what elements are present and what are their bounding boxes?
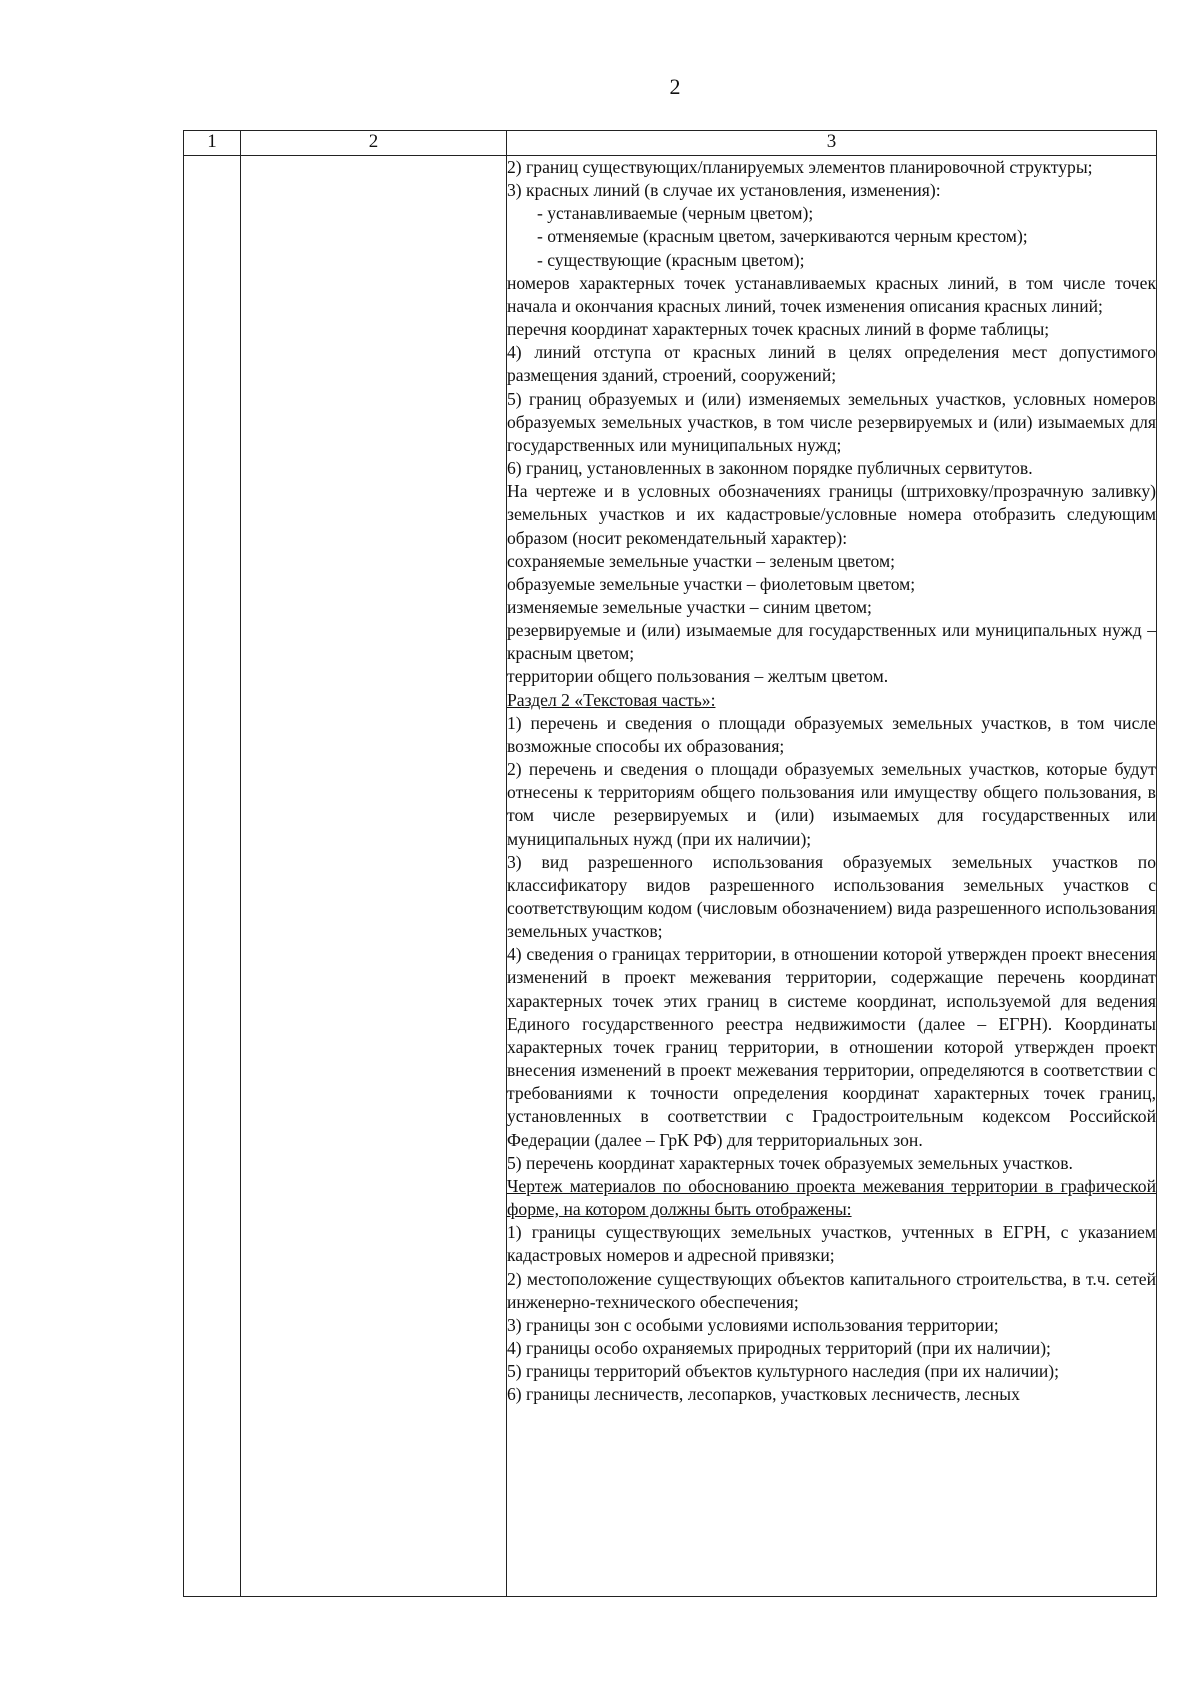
table-row xyxy=(184,156,1157,1597)
text-paragraph: территории общего пользования – желтым цветом. xyxy=(507,666,889,687)
text-paragraph: номеров характерных точек устанавливаемых красных линий, в том числе точек начала и окончания красных линий, точек изменения описания красных линий; xyxy=(507,272,1156,316)
text-paragraph: 2) перечень и сведения о площади образуемых земельных участков, которые будут отнесены к территориям общего пользования или имуществу общего пользования, в том числе резервируемых и (или) изымаемых для государственных или муниципальных нужд (при их наличии); xyxy=(507,759,1156,849)
text-paragraph: 4) линий отступа от красных линий в целях определения мест допустимого размещения зданий, строений, сооружений; xyxy=(507,342,1156,386)
text-paragraph: образуемые земельные участки – фиолетовым цветом; xyxy=(507,573,916,594)
text-paragraph: 2) местоположение существующих объектов капитального строительства, в т.ч. сетей инженерно-технического обеспечения; xyxy=(507,1268,1156,1312)
column-header-1: 1 xyxy=(184,131,241,156)
text-paragraph: 6) границы лесничеств, лесопарков, участковых лесничеств, лесных xyxy=(507,1384,1020,1405)
text-paragraph: Раздел 2 «Текстовая часть»: xyxy=(507,689,716,710)
text-paragraph: 3) границы зон с особыми условиями использования территории; xyxy=(507,1314,999,1335)
text-paragraph: - отменяемые (красным цветом, зачеркиваются черным крестом); xyxy=(537,226,1028,247)
text-paragraph: 3) красных линий (в случае их установления, изменения): xyxy=(507,180,941,201)
text-paragraph: перечня координат характерных точек красных линий в форме таблицы; xyxy=(507,319,1050,340)
text-paragraph: 6) границ, установленных в законном порядке публичных сервитутов. xyxy=(507,458,1033,479)
text-paragraph: Чертеж материалов по обоснованию проекта межевания территории в графической форме, на котором должны быть отображены: xyxy=(507,1175,1156,1220)
column-header-2: 2 xyxy=(241,131,507,156)
text-paragraph: резервируемые и (или) изымаемые для государственных или муниципальных нужд – красным цветом; xyxy=(507,620,1156,664)
requirements-table xyxy=(183,130,1157,1597)
column-header-3: 3 xyxy=(507,131,1157,156)
text-paragraph: 4) границы особо охраняемых природных территорий (при их наличии); xyxy=(507,1337,1051,1358)
text-paragraph: изменяемые земельные участки – синим цветом; xyxy=(507,596,872,617)
text-paragraph: 5) границы территорий объектов культурного наследия (при их наличии); xyxy=(507,1361,1060,1382)
cell-column-1 xyxy=(184,156,241,1597)
text-paragraph: 5) границ образуемых и (или) изменяемых земельных участков, условных номеров образуемых земельных участков, в том числе резервируемых и (или) изымаемых для государственных или муниципальных нужд; xyxy=(507,388,1156,455)
cell-column-2 xyxy=(241,156,507,1597)
text-paragraph: 2) границ существующих/планируемых элементов планировочной структуры; xyxy=(507,157,1093,177)
text-paragraph: 4) сведения о границах территории, в отношении которой утвержден проект внесения изменений в проект межевания территории, содержащие перечень координат характерных точек этих границ в системе координат, используемой для ведения Единого государственного реестра недвижимости (далее – ЕГРН). Координаты характерных точек границ территории, в отношении которой утвержден проект внесения изменений в проект межевания территории, определяются в соответствии с требованиями к точности определения координат характерных точек границ, установленных в соответствии с Градостроительным кодексом Российской Федерации (далее – ГрК РФ) для территориальных зон. xyxy=(507,944,1156,1150)
page-number: 2 xyxy=(669,74,681,99)
text-paragraph: 3) вид разрешенного использования образуемых земельных участков по классификатору видов разрешенного использования земельных участков с соответствующим кодом (числовым обозначением) вида разрешенного использования земельных участков; xyxy=(507,851,1156,942)
text-paragraph: На чертеже и в условных обозначениях границы (штриховку/прозрачную заливку) земельных участков и их кадастровые/условные номера отобразить следующим образом (носит рекомендательный характер): xyxy=(507,481,1156,548)
text-paragraph: 1) перечень и сведения о площади образуемых земельных участков, в том числе возможные способы их образования; xyxy=(507,712,1156,756)
text-paragraph: - существующие (красным цветом); xyxy=(537,249,805,270)
text-paragraph: - устанавливаемые (черным цветом); xyxy=(537,203,814,224)
text-paragraph: 5) перечень координат характерных точек образуемых земельных участков. xyxy=(507,1152,1073,1173)
text-paragraph: сохраняемые земельные участки – зеленым цветом; xyxy=(507,550,895,571)
text-paragraph: 1) границы существующих земельных участков, учтенных в ЕГРН, с указанием кадастровых номеров и адресной привязки; xyxy=(507,1222,1156,1266)
table-header-row xyxy=(184,131,1157,156)
cell-column-3-text xyxy=(507,156,1157,1597)
